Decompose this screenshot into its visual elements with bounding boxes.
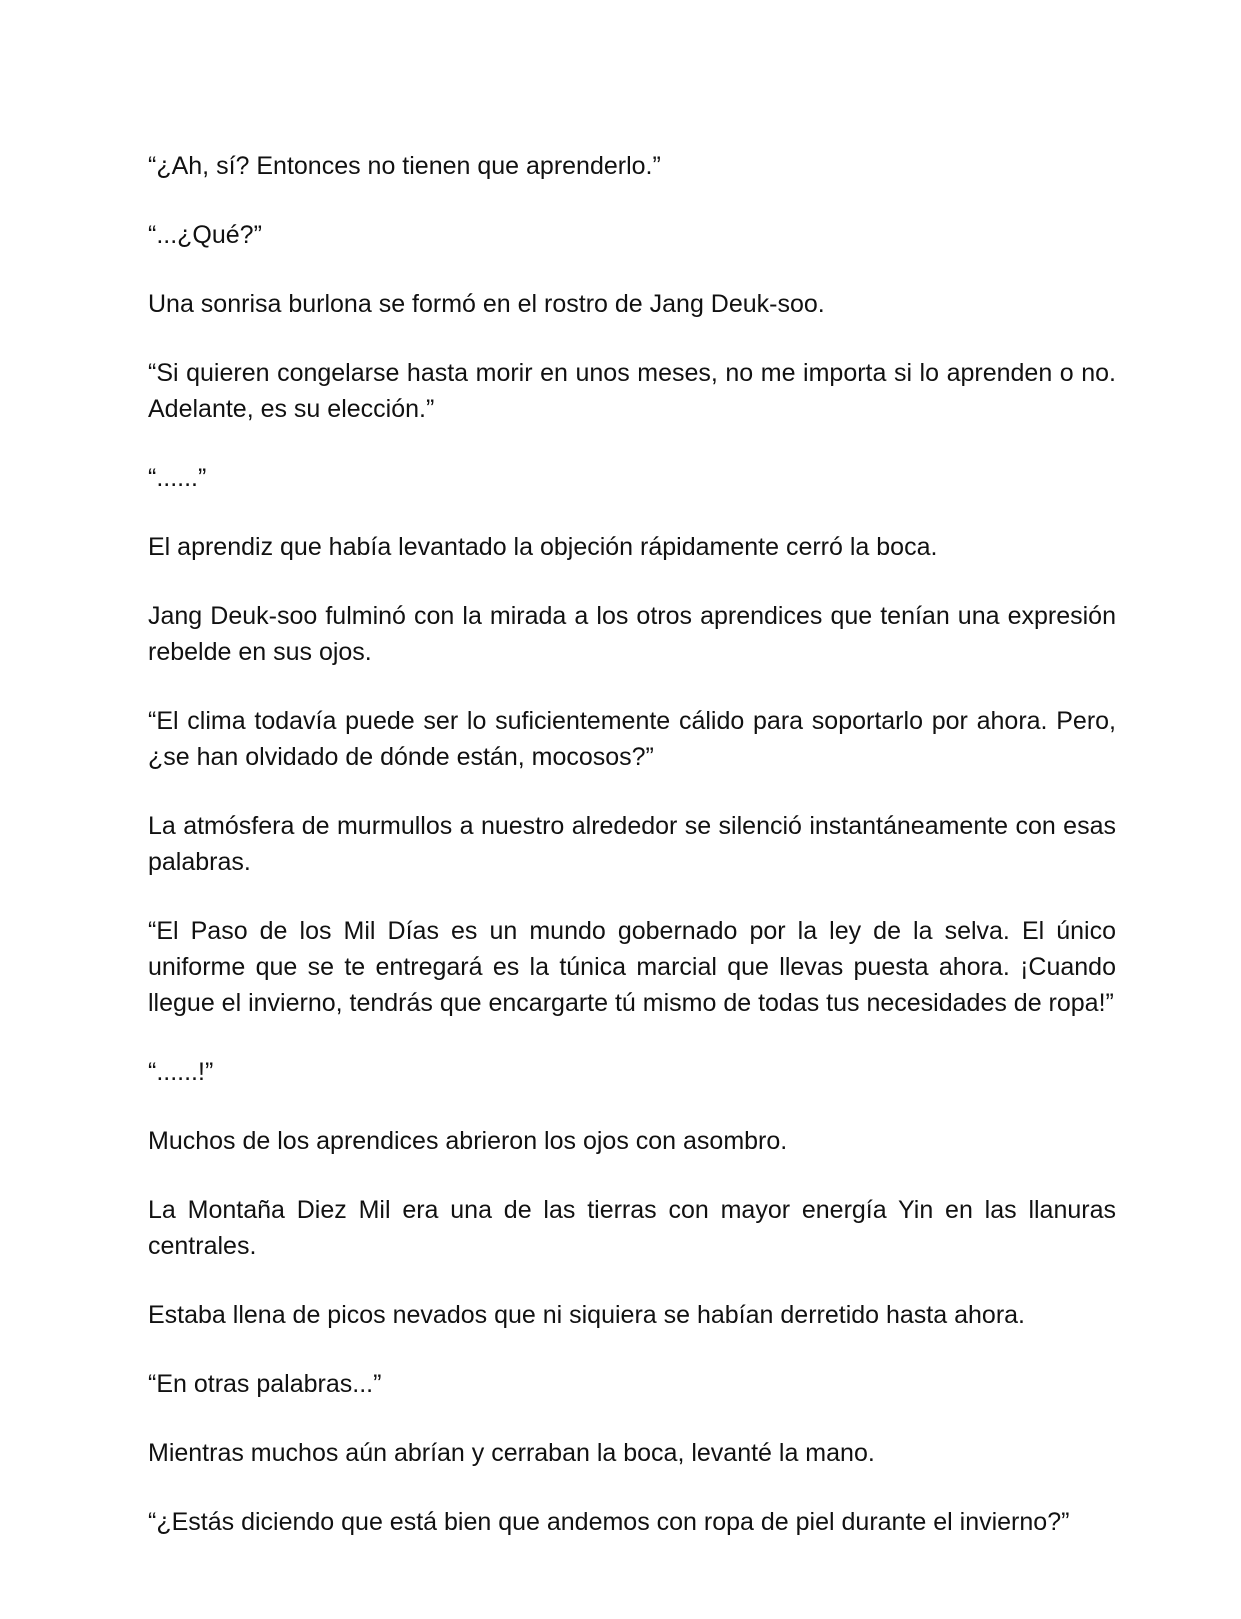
paragraph: “......” <box>148 464 207 492</box>
body-text <box>148 148 1116 1573</box>
paragraph: “...¿Qué?” <box>148 221 262 249</box>
paragraph: “Si quieren congelarse hasta morir en unos meses, no me importa si lo aprenden o no. Adelante, es su elección.” <box>148 359 1116 423</box>
paragraph: La atmósfera de murmullos a nuestro alrededor se silenció instantáneamente con esas palabras. <box>148 812 1116 876</box>
paragraph: “¿Ah, sí? Entonces no tienen que aprenderlo.” <box>148 152 661 180</box>
paragraph: “El Paso de los Mil Días es un mundo gobernado por la ley de la selva. El único uniforme que se te entregará es la túnica marcial que llevas puesta ahora. ¡Cuando llegue el invierno, tendrás que encargarte tú mismo de todas tus necesidades de ropa!” <box>148 917 1116 1017</box>
paragraph: Estaba llena de picos nevados que ni siquiera se habían derretido hasta ahora. <box>148 1301 1025 1329</box>
paragraph: “......!” <box>148 1058 214 1086</box>
paragraph: “El clima todavía puede ser lo suficientemente cálido para soportarlo por ahora. Pero, ¿se han olvidado de dónde están, mocosos?” <box>148 707 1116 771</box>
paragraph: Jang Deuk-soo fulminó con la mirada a los otros aprendices que tenían una expresión rebelde en sus ojos. <box>148 602 1116 666</box>
paragraph: Muchos de los aprendices abrieron los ojos con asombro. <box>148 1127 788 1155</box>
paragraph: La Montaña Diez Mil era una de las tierras con mayor energía Yin en las llanuras centrales. <box>148 1196 1116 1260</box>
paragraph: El aprendiz que había levantado la objeción rápidamente cerró la boca. <box>148 533 938 561</box>
paragraph: Mientras muchos aún abrían y cerraban la boca, levanté la mano. <box>148 1439 875 1467</box>
paragraph: “En otras palabras...” <box>148 1370 382 1398</box>
paragraph: “¿Estás diciendo que está bien que andemos con ropa de piel durante el invierno?” <box>148 1508 1070 1536</box>
paragraph: Una sonrisa burlona se formó en el rostro de Jang Deuk-soo. <box>148 290 825 318</box>
